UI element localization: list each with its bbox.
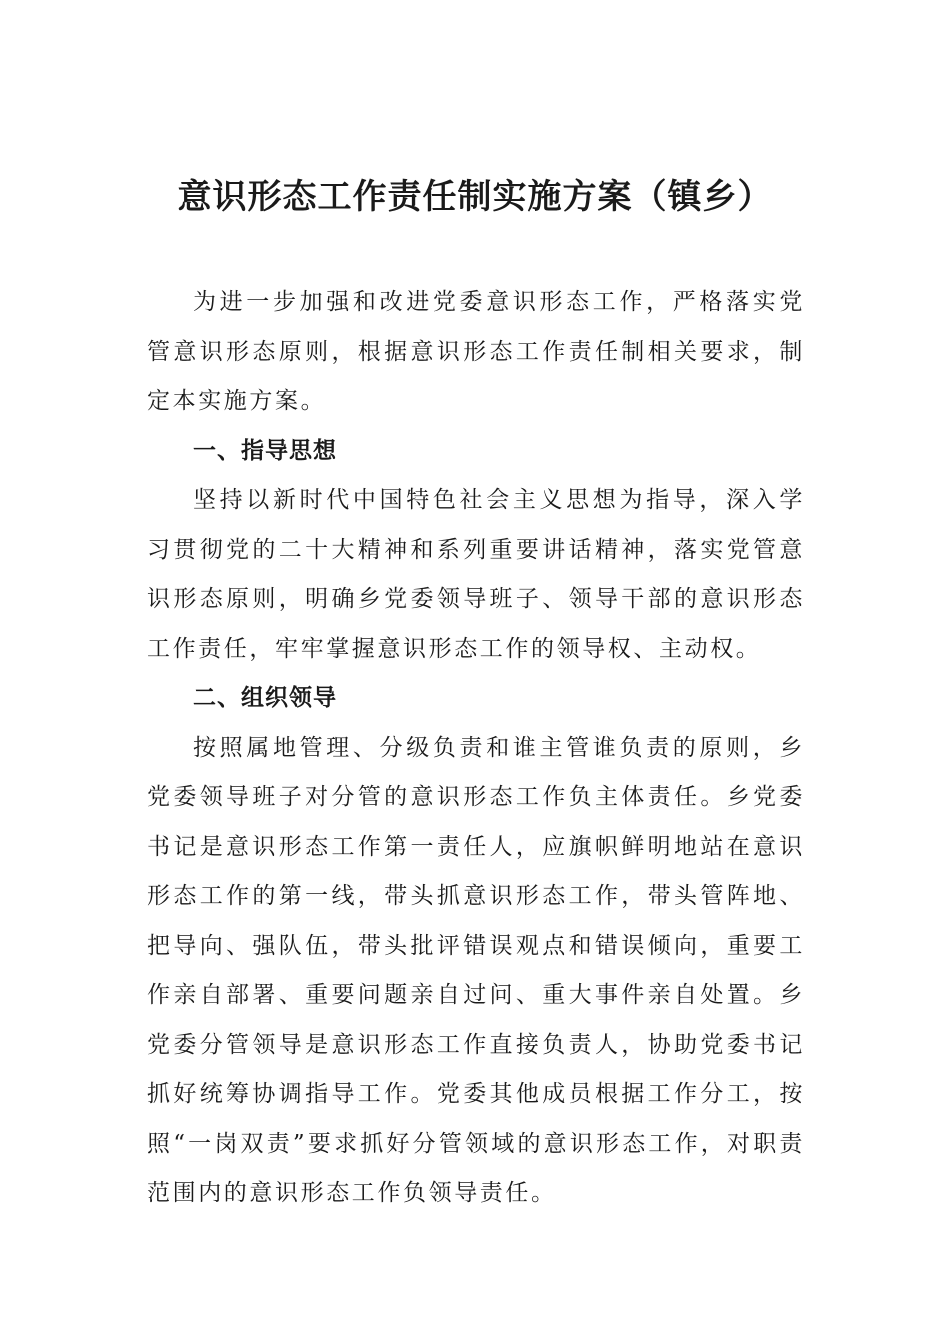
section-heading-guiding-ideology: 一、指导思想	[193, 437, 337, 464]
section-paragraph-organization-leadership: 按照属地管理、分级负责和谁主管谁负责的原则，乡党委领导班子对分管的意识形态工作负主体责任。乡党委书记是意识形态工作第一责任人，应旗帜鲜明地站在意识形态工作的第一线，带头抓意识形态工作，带头管阵地、把导向、强队伍，带头批评错误观点和错误倾向，重要工作亲自部署、重要问题亲自过问、重大事件亲自处置。乡党委分管领导是意识形态工作直接负责人，协助党委书记抓好统筹协调指导工作。党委其他成员根据工作分工，按照“一岗双责”要求抓好分管领域的意识形态工作，对职责范围内的意识形态工作负领导责任。	[147, 734, 805, 1206]
document-body	[147, 278, 805, 1219]
intro-paragraph: 为进一步加强和改进党委意识形态工作，严格落实党管意识形态原则，根据意识形态工作责任制相关要求，制定本实施方案。	[147, 289, 805, 414]
section-heading-organization-leadership: 二、组织领导	[193, 685, 337, 711]
document-title: 意识形态工作责任制实施方案（镇乡）	[177, 177, 773, 217]
section-paragraph-guiding-ideology: 坚持以新时代中国特色社会主义思想为指导，深入学习贯彻党的二十大精神和系列重要讲话精神，落实党管意识形态原则，明确乡党委领导班子、领导干部的意识形态工作责任，牢牢掌握意识形态工作的领导权、主动权。	[147, 487, 805, 662]
